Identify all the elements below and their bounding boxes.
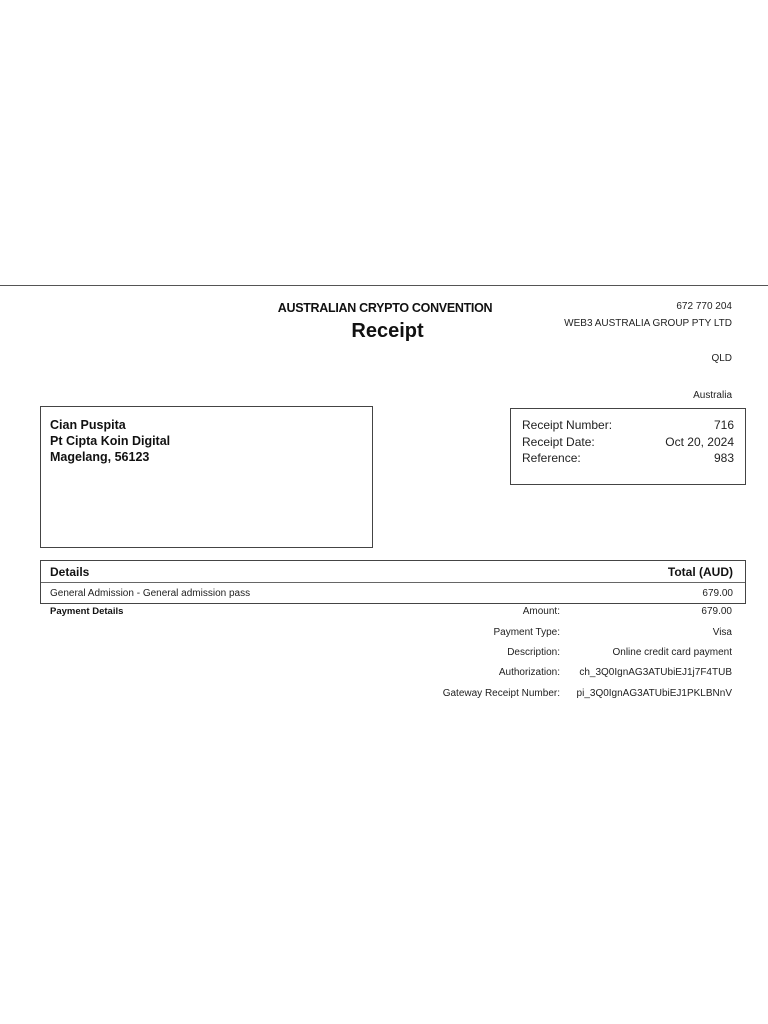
table-row: [41, 583, 745, 603]
issuer-abn: 672 770 204: [676, 301, 732, 312]
details-header: [41, 561, 745, 583]
line-item-description: General Admission - General admission pass: [50, 587, 251, 599]
issuer-company: WEB3 AUSTRALIA GROUP PTY LTD: [564, 318, 732, 329]
organization-name: AUSTRALIAN CRYPTO CONVENTION: [277, 301, 493, 315]
receipt-date-row: [522, 434, 734, 451]
receipt-date-label: Receipt Date:: [522, 434, 595, 449]
customer-name: Cian Puspita: [50, 418, 126, 432]
amount-value: 679.00: [701, 606, 732, 617]
description-label: Description:: [507, 647, 560, 658]
authorization-value: ch_3Q0IgnAG3ATUbiEJ1j7F4TUB: [579, 667, 732, 678]
issuer-country: Australia: [693, 390, 732, 401]
details-header-label: Details: [50, 564, 90, 579]
reference-label: Reference:: [522, 451, 581, 465]
receipt-number-row: [522, 417, 734, 434]
customer-company: Pt Cipta Koin Digital: [50, 434, 171, 448]
payment-details-title: Payment Details: [50, 606, 124, 617]
receipt-number-label: Receipt Number:: [522, 418, 613, 432]
top-divider: [0, 285, 768, 286]
gateway-receipt-label: Gateway Receipt Number:: [442, 688, 560, 699]
receipt-number-value: 716: [713, 418, 734, 432]
total-header-label: Total (AUD): [667, 564, 733, 579]
customer-address: Magelang, 56123: [50, 450, 150, 464]
receipt-date-value: Oct 20, 2024: [665, 434, 734, 449]
document-title: Receipt: [351, 320, 424, 342]
reference-row: [522, 450, 734, 467]
description-value: Online credit card payment: [612, 647, 732, 658]
gateway-receipt-value: pi_3Q0IgnAG3ATUbiEJ1PKLBNnV: [576, 688, 732, 699]
bill-to-box: [40, 406, 373, 548]
issuer-state: QLD: [711, 353, 732, 364]
reference-value: 983: [713, 451, 734, 465]
details-table: [40, 560, 746, 604]
receipt-info-box: [510, 408, 746, 485]
amount-label: Amount:: [522, 606, 560, 617]
authorization-label: Authorization:: [498, 667, 560, 678]
line-item-total: 679.00: [702, 587, 733, 599]
payment-type-label: Payment Type:: [493, 627, 560, 638]
payment-type-value: Visa: [712, 627, 732, 638]
